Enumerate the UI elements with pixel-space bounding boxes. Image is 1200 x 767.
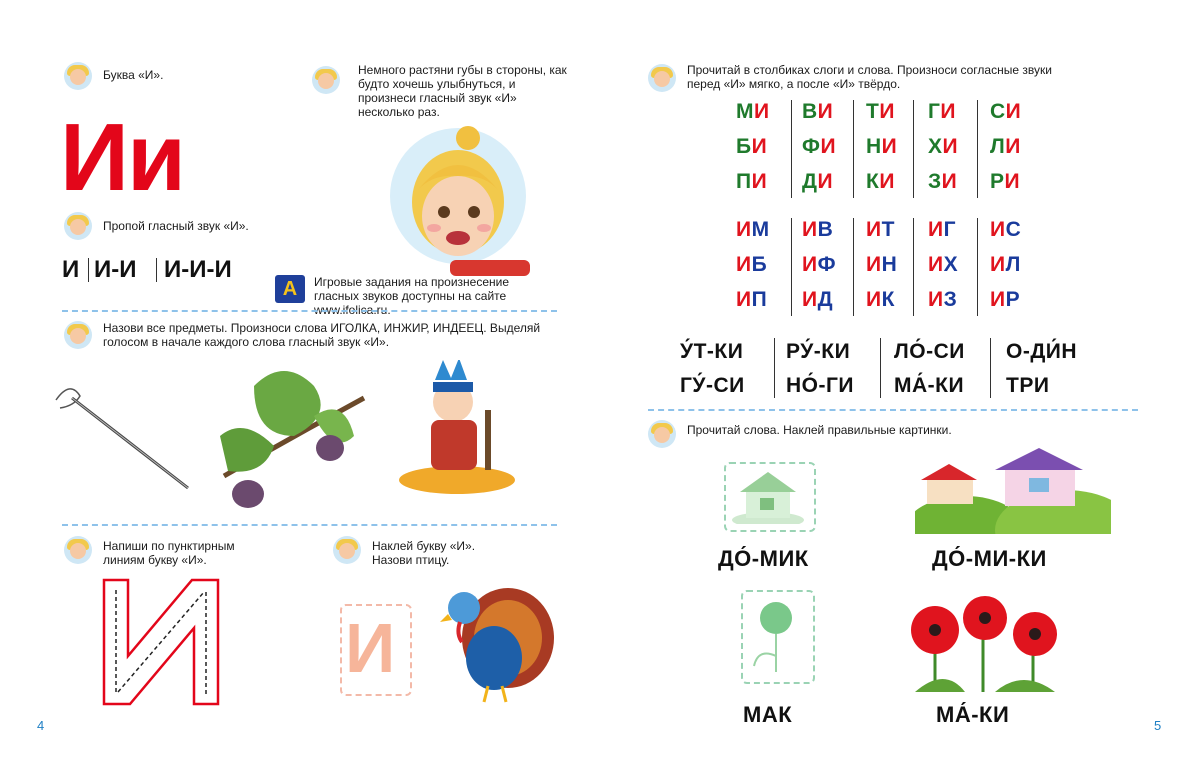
syllable: ВИ xyxy=(802,100,834,123)
word: МА́-КИ xyxy=(894,374,965,397)
smiling-girl-illustration xyxy=(388,120,530,280)
sing-item: И-И xyxy=(94,256,137,283)
syllable: ИВ xyxy=(802,218,834,241)
task4-text: Назови все предметы. Произноси слова ИГОЛКА, ИНЖИР, ИНДЕЕЦ. Выделяй голосом в начале каждого слова гласный звук «И». xyxy=(103,321,541,349)
word: ТРИ xyxy=(1006,374,1050,397)
syllable: ИС xyxy=(990,218,1022,241)
syllable: ИД xyxy=(802,288,834,311)
word: РУ́-КИ xyxy=(786,340,851,363)
divider xyxy=(156,258,157,282)
word: НО́-ГИ xyxy=(786,374,854,397)
task2-text: Немного растяни губы в стороны, как будто хочешь улыбнуться, и произнеси гласный звук «И» несколько раз. xyxy=(358,63,567,119)
syllable: ИР xyxy=(990,288,1021,311)
word: ГУ́-СИ xyxy=(680,374,745,397)
syllable: ИН xyxy=(866,253,898,276)
syllable: ТИ xyxy=(866,100,895,123)
big-letter: Ии xyxy=(60,104,185,211)
syllable: СИ xyxy=(990,100,1022,123)
syllable: ИЗ xyxy=(928,288,958,311)
syllable: ИТ xyxy=(866,218,895,241)
syllable: ИБ xyxy=(736,253,768,276)
task3-text: Пропой гласный звук «И». xyxy=(103,219,249,233)
girl-icon xyxy=(312,66,340,94)
syllable: БИ xyxy=(736,135,768,158)
word: ЛО́-СИ xyxy=(894,340,965,363)
column-divider xyxy=(853,218,854,316)
picture-word: ДО́-МИ-КИ xyxy=(932,546,1047,571)
turkey-illustration xyxy=(436,578,556,706)
syllable: КИ xyxy=(866,170,895,193)
indian-boy-illustration xyxy=(395,360,515,500)
column-divider xyxy=(990,338,991,398)
column-divider xyxy=(880,338,881,398)
girl-icon xyxy=(64,321,92,349)
syllable: ЛИ xyxy=(990,135,1021,158)
word: О-ДИ́Н xyxy=(1006,340,1078,363)
column-divider xyxy=(913,218,914,316)
syllable: ЗИ xyxy=(928,170,958,193)
poppies-illustration xyxy=(905,596,1063,696)
tracing-letter xyxy=(100,576,222,708)
house-sticker-illustration xyxy=(730,466,806,524)
task1-text: Буква «И». xyxy=(103,68,164,82)
girl-icon xyxy=(648,64,676,92)
syllable: ИХ xyxy=(928,253,959,276)
syllable: ИЛ xyxy=(990,253,1021,276)
syllable: ФИ xyxy=(802,135,837,158)
picture-word: МАК xyxy=(743,702,793,727)
picture-word: МА́-КИ xyxy=(936,702,1010,727)
column-divider xyxy=(791,100,792,198)
column-divider xyxy=(977,218,978,316)
page-number-right: 5 xyxy=(1154,718,1162,733)
poppy-sticker-illustration xyxy=(748,596,806,676)
sing-item: И xyxy=(62,256,80,283)
fig-branch-illustration xyxy=(214,356,374,511)
girl-icon xyxy=(64,212,92,240)
picture-word: ДО́-МИК xyxy=(718,546,809,571)
task5-text: Напиши по пунктирным линиям букву «И». xyxy=(103,539,235,567)
sing-item: И-И-И xyxy=(164,256,232,283)
syllable: НИ xyxy=(866,135,898,158)
section-divider xyxy=(62,310,557,312)
girl-icon xyxy=(333,536,361,564)
column-divider xyxy=(913,100,914,198)
syllable: ПИ xyxy=(736,170,768,193)
page-number-left: 4 xyxy=(37,718,45,733)
girl-icon xyxy=(64,62,92,90)
column-divider xyxy=(977,100,978,198)
section-divider xyxy=(62,524,557,526)
syllable: ИГ xyxy=(928,218,956,241)
task2-text-right: Прочитай слова. Наклей правильные картинки. xyxy=(687,423,952,437)
column-divider xyxy=(853,100,854,198)
divider xyxy=(88,258,89,282)
task1-text-right: Прочитай в столбиках слоги и слова. Произноси согласные звуки перед «И» мягко, а после «И» твёрдо. xyxy=(687,63,1052,91)
column-divider xyxy=(774,338,775,398)
website-note: Игровые задания на произнесение гласных звуков доступны на сайте www.ifolica.ru. xyxy=(314,275,510,317)
syllable: ДИ xyxy=(802,170,834,193)
girl-icon xyxy=(64,536,92,564)
syllable: ХИ xyxy=(928,135,959,158)
needle-illustration xyxy=(50,378,195,493)
syllable: ГИ xyxy=(928,100,956,123)
sing-row xyxy=(62,256,79,284)
section-divider xyxy=(648,409,1138,411)
syllable: ИМ xyxy=(736,218,770,241)
syllable: ИК xyxy=(866,288,895,311)
column-divider xyxy=(791,218,792,316)
syllable: ИФ xyxy=(802,253,837,276)
word: У́Т-КИ xyxy=(680,340,744,363)
syllable: МИ xyxy=(736,100,770,123)
task6-text: Наклей букву «И». Назови птицу. xyxy=(372,539,476,567)
syllable: РИ xyxy=(990,170,1021,193)
ifolica-logo: А xyxy=(275,275,305,303)
girl-icon xyxy=(648,420,676,448)
houses-illustration xyxy=(915,444,1111,534)
syllable: ИП xyxy=(736,288,768,311)
sticker-letter: И xyxy=(345,609,396,687)
